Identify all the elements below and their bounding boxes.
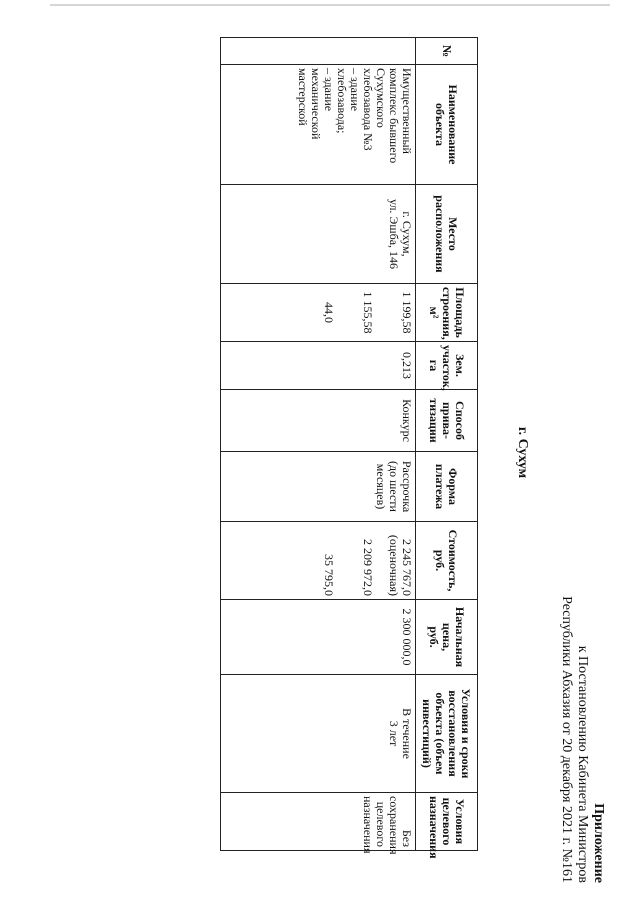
cost-workshop: 35 795,0 [322,554,336,596]
header-method: Способ прива- тизации [416,390,478,452]
header-location: Место расположения [416,185,478,284]
cell-conditions: В течение 3 лет [221,675,416,793]
header-land: Зем. участок, га [416,342,478,390]
cell-start-price: 2 300 000,0 [221,600,416,675]
cell-name: Имущественный комплекс бывшего Сухумского хлебозавода №3 – здание хлебозавода; – здание механической мастерской [221,65,416,185]
property-table [220,37,478,859]
area-bakery: 1 155,58 [361,291,375,334]
appendix-heading: Приложение [591,803,606,883]
area-total: 1 199,58 [400,291,414,334]
header-name: Наименование объекта [416,65,478,185]
header-conditions: Условия и сроки восстановления объекта (объем инвестиций) [416,675,478,793]
area-workshop: 44,0 [322,302,336,323]
cell-area [221,284,416,342]
cell-cost [221,522,416,600]
header-num: № [416,38,478,65]
cell-purpose: Без сохранения целевого назначения [221,793,416,851]
header-purpose: Условия целевого назначения [416,793,478,851]
header-row [416,38,478,851]
cell-location: г. Сухум, ул. Эшба, 146 [221,185,416,284]
header-cost: Стоимость, руб. [416,522,478,600]
table-row [221,38,416,851]
cell-num [221,38,416,65]
header-payment: Форма платежа [416,452,478,522]
cost-bakery: 2 209 972,0 [361,539,375,596]
header-area: Площадь строения, м² [416,284,478,342]
appendix-block [558,596,606,883]
appendix-line-1: к Постановлению Кабинета Министров [575,645,590,883]
cell-method: Конкурс [221,390,416,452]
appendix-line-2: Республики Абхазия от 20 декабря 2021 г. №161 [559,596,574,883]
cell-land: 0,213 [221,342,416,390]
cost-total: 2 245 767,0 (оценочная) [387,534,414,596]
city-title: г. Сухум [515,426,530,479]
cell-payment: Рассрочка (до шести месяцев) [221,452,416,522]
header-start-price: Начальная цена, руб. [416,600,478,675]
